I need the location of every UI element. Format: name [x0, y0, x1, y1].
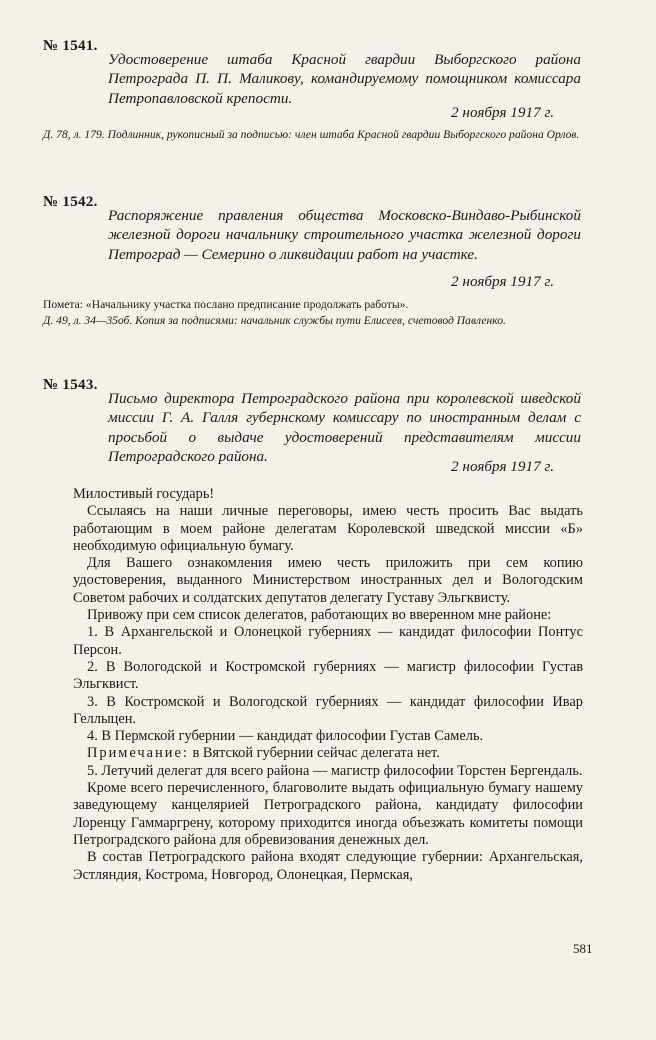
- archive-source: Д. 78, л. 179. Подлинник, рукописный за подписью: член штаба Красной гвардии Выборгского района Орлов.: [43, 128, 580, 141]
- document-number: № 1541.: [43, 38, 98, 54]
- document-title: Письмо директора Петроградского района при королевской шведской миссии Г. А. Галля губернскому комиссару по иностранным делам с просьбой о выдаче удостоверений представителям миссии Петроградского района.: [108, 390, 581, 466]
- list-item: 3. В Костромской и Вологодской губерниях — кандидат философии Ивар Геллыцен.: [73, 693, 583, 727]
- list-item: 5. Летучий делегат для всего района — магистр философии Торстен Бергендаль.: [87, 762, 583, 779]
- remark-label: Примечание:: [87, 745, 189, 762]
- page-number: 581: [573, 941, 593, 956]
- document-number: № 1543.: [43, 377, 98, 393]
- list-item: 4. В Пермской губернии — кандидат философии Густав Самель.: [87, 728, 484, 745]
- salutation: Милостивый государь!: [73, 486, 215, 502]
- list-item: 2. В Вологодской и Костромской губерниях — магистр философии Густав Эльгквист.: [73, 658, 583, 693]
- paragraph: Ссылаясь на наши личные переговоры, имею честь просить Вас выдать работающим в моем районе делегатам Королевской шведской миссии «Б» необходимую официальную бумагу.: [73, 503, 583, 554]
- document-number: № 1542.: [43, 194, 98, 210]
- document-date: 2 ноября 1917 г.: [451, 458, 554, 475]
- paragraph: Для Вашего ознакомления имею честь приложить при сем копию удостоверения, выданного Министерством иностранных дел и Вологодским Советом рабочих и солдатских депутатов делегату Густаву Эльгквисту.: [73, 555, 583, 606]
- archive-source: Д. 49, л. 34—35об. Копия за подписями: начальник службы пути Елисеев, счетовод Павленко.: [43, 314, 506, 327]
- document-title: Удостоверение штаба Красной гвардии Выборгского района Петрограда П. П. Маликову, командируемому помощником комиссара Петропавловской крепости.: [108, 51, 581, 107]
- paragraph: В состав Петроградского района входят следующие губернии: Архангельская, Эстляндия, Кострома, Новгород, Олонецкая, Пермская,: [73, 849, 583, 883]
- document-note: Помета: «Начальнику участка послано предписание продолжать работы».: [43, 298, 409, 311]
- paragraph: Кроме всего перечисленного, благоволите выдать официальную бумагу нашему заведующему канцелярией Петроградского района, кандидату философии Лоренцу Гаммаргрену, которому приходится иногда объезжать комитеты помощи Петроградского района для обревизования денежных дел.: [73, 780, 583, 848]
- document-date: 2 ноября 1917 г.: [451, 104, 554, 121]
- document-title: Распоряжение правления общества Московско-Виндаво-Рыбинской железной дороги начальнику строительного участка железной дороги Петроград — Семерино о ликвидации работ на участке.: [108, 207, 581, 263]
- paragraph: Привожу при сем список делегатов, работающих во вверенном мне районе:: [87, 607, 552, 624]
- remark: [73, 745, 583, 762]
- letter-body: [73, 486, 583, 884]
- list-item: 1. В Архангельской и Олонецкой губерниях — кандидат философии Понтус Персон.: [73, 624, 583, 658]
- remark-text: в Вятской губернии сейчас делегата нет.: [188, 745, 440, 762]
- document-date: 2 ноября 1917 г.: [451, 273, 554, 290]
